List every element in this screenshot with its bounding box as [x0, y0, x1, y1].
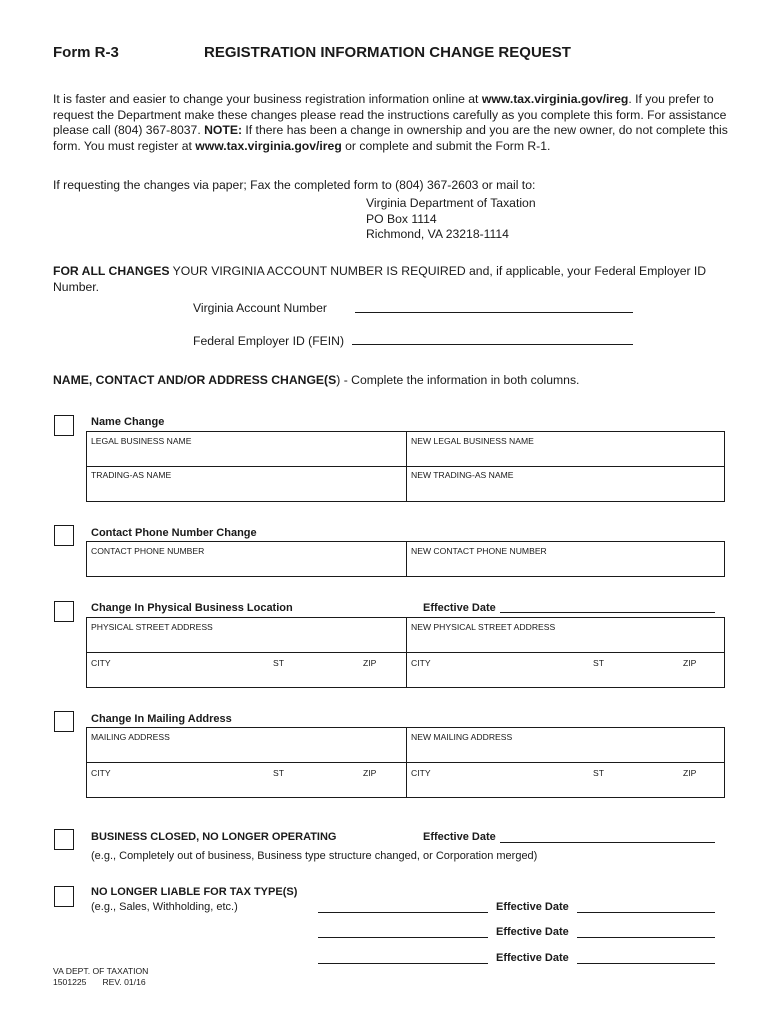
- phone-change-title: Contact Phone Number Change: [91, 527, 257, 539]
- fein-label: Federal Employer ID (FEIN): [193, 334, 345, 348]
- mailing-change-grid: [86, 727, 725, 798]
- ireg-link-2[interactable]: www.tax.virginia.gov/ireg: [195, 138, 342, 153]
- liable-effective-date-label-3: Effective Date: [496, 952, 569, 964]
- physical-change-title: Change In Physical Business Location: [91, 602, 293, 614]
- intro-paragraph: [53, 92, 733, 154]
- footer: [53, 966, 148, 988]
- new-contact-phone-field[interactable]: NEW CONTACT PHONE NUMBER: [411, 546, 547, 556]
- business-closed-checkbox[interactable]: [54, 829, 74, 850]
- phone-change-checkbox[interactable]: [54, 525, 74, 546]
- liable-effective-date-input-2[interactable]: [577, 937, 715, 938]
- note-label: NOTE:: [204, 123, 243, 137]
- name-contact-text: ) - Complete the information in both columns.: [336, 373, 580, 387]
- form-number: Form R-3: [53, 44, 119, 61]
- note-end: or complete and submit the Form R-1.: [341, 138, 551, 153]
- physical-zip-field[interactable]: ZIP: [363, 658, 377, 668]
- closed-effective-date-input[interactable]: [500, 842, 715, 843]
- note-text: If there has been a change in ownership and you are the new owner, do not complete this form. You must register at: [53, 123, 728, 153]
- footer-code: 1501225: [53, 977, 87, 987]
- business-closed-example: (e.g., Completely out of business, Business type structure changed, or Corporation merged): [91, 850, 538, 862]
- liable-effective-date-label-1: Effective Date: [496, 901, 569, 913]
- closed-effective-date-label: Effective Date: [423, 831, 496, 843]
- ireg-link[interactable]: www.tax.virginia.gov/ireg: [481, 92, 629, 106]
- intro-text-b: . If you prefer to request the Department make these changes please read the instructions carefully as you complete this form. For assistance please call (804) 367-8037.: [53, 92, 727, 137]
- new-physical-street-field[interactable]: NEW PHYSICAL STREET ADDRESS: [411, 622, 556, 632]
- physical-change-checkbox[interactable]: [54, 601, 74, 622]
- mailing-change-title: Change In Mailing Address: [91, 713, 232, 725]
- mailing-zip-field[interactable]: ZIP: [363, 768, 377, 778]
- new-physical-st-field[interactable]: ST: [593, 658, 604, 668]
- liable-effective-date-input-3[interactable]: [577, 963, 715, 964]
- required-notice: [53, 264, 733, 295]
- name-contact-bold: NAME, CONTACT AND/OR ADDRESS CHANGE(S: [53, 373, 337, 387]
- divider: [87, 466, 724, 467]
- name-change-title: Name Change: [91, 416, 165, 428]
- new-mailing-address-field[interactable]: NEW MAILING ADDRESS: [411, 732, 513, 742]
- phone-change-grid: [86, 541, 725, 577]
- required-text: YOUR VIRGINIA ACCOUNT NUMBER IS REQUIRED and, if applicable, your Federal Employer ID Number.: [53, 264, 707, 294]
- no-longer-liable-example: (e.g., Sales, Withholding, etc.): [91, 901, 238, 913]
- physical-city-field[interactable]: CITY: [91, 658, 111, 668]
- footer-code-line: [53, 977, 148, 988]
- va-account-input[interactable]: [355, 312, 633, 313]
- no-longer-liable-title: NO LONGER LIABLE FOR TAX TYPE(S): [91, 886, 298, 898]
- legal-business-name-field[interactable]: LEGAL BUSINESS NAME: [91, 436, 192, 446]
- tax-type-input-3[interactable]: [318, 963, 488, 964]
- liable-effective-date-input-1[interactable]: [577, 912, 715, 913]
- liable-effective-date-label-2: Effective Date: [496, 926, 569, 938]
- footer-rev: REV. 01/16: [102, 977, 146, 987]
- fein-input[interactable]: [352, 344, 633, 345]
- mailing-change-checkbox[interactable]: [54, 711, 74, 732]
- addr-line-3: Richmond, VA 23218-1114: [366, 227, 509, 241]
- new-legal-business-name-field[interactable]: NEW LEGAL BUSINESS NAME: [411, 436, 534, 446]
- addr-line-1: Virginia Department of Taxation: [366, 196, 536, 210]
- physical-effective-date-input[interactable]: [500, 612, 715, 613]
- intro-text-a: It is faster and easier to change your business registration information online at: [53, 92, 482, 106]
- new-trading-as-name-field[interactable]: NEW TRADING-AS NAME: [411, 470, 514, 480]
- footer-dept: VA DEPT. OF TAXATION: [53, 966, 149, 976]
- physical-street-field[interactable]: PHYSICAL STREET ADDRESS: [91, 622, 213, 632]
- physical-effective-date-label: Effective Date: [423, 602, 496, 614]
- new-mailing-zip-field[interactable]: ZIP: [683, 768, 697, 778]
- name-change-checkbox[interactable]: [54, 415, 74, 436]
- business-closed-title: BUSINESS CLOSED, NO LONGER OPERATING: [91, 831, 337, 843]
- no-longer-liable-checkbox[interactable]: [54, 886, 74, 907]
- new-physical-city-field[interactable]: CITY: [411, 658, 431, 668]
- mailing-address-field[interactable]: MAILING ADDRESS: [91, 732, 170, 742]
- mailing-city-field[interactable]: CITY: [91, 768, 111, 778]
- new-mailing-city-field[interactable]: CITY: [411, 768, 431, 778]
- required-bold: FOR ALL CHANGES: [53, 264, 170, 278]
- va-account-label: Virginia Account Number: [193, 301, 327, 315]
- trading-as-name-field[interactable]: TRADING-AS NAME: [91, 470, 172, 480]
- form-title: REGISTRATION INFORMATION CHANGE REQUEST: [204, 44, 571, 61]
- fax-instructions: If requesting the changes via paper; Fax the completed form to (804) 367-2603 or mail to:: [53, 178, 536, 192]
- mailing-st-field[interactable]: ST: [273, 768, 284, 778]
- tax-type-input-1[interactable]: [318, 912, 488, 913]
- mailing-address-block: [366, 196, 536, 243]
- tax-type-input-2[interactable]: [318, 937, 488, 938]
- new-mailing-st-field[interactable]: ST: [593, 768, 604, 778]
- divider: [87, 652, 724, 653]
- divider: [87, 762, 724, 763]
- physical-change-grid: [86, 617, 725, 688]
- new-physical-zip-field[interactable]: ZIP: [683, 658, 697, 668]
- addr-line-2: PO Box 1114: [366, 211, 437, 226]
- divider: [406, 542, 407, 576]
- name-change-grid: [86, 431, 725, 502]
- name-contact-heading: [53, 373, 579, 387]
- physical-st-field[interactable]: ST: [273, 658, 284, 668]
- contact-phone-field[interactable]: CONTACT PHONE NUMBER: [91, 546, 205, 556]
